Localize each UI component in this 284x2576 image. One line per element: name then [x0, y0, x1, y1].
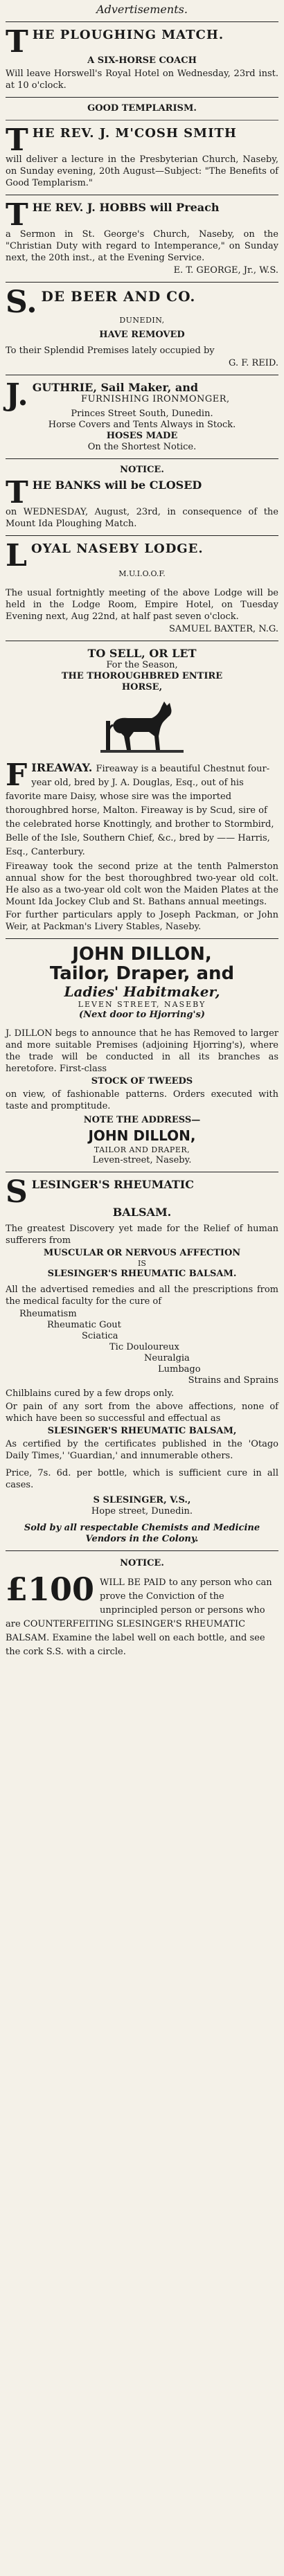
mcosh-title: HE REV. J. M'COSH SMITH	[32, 126, 237, 141]
slesinger-is: IS	[138, 1259, 146, 1268]
horse-text1: Fireaway is a beautiful Chestnut four-year old, bred by J. A. Douglas, Esq., out of his favorite mare Daisy, whose sire was the imported thoroughbred horse, Malton. Fireaway is by Scud, sire of the celebrated horse Knottingly, and brother to Stormbird, Belle of the Isle, Southern Chief, &c., bred by —— Harris, Esq., Canterbury.	[6, 764, 274, 857]
guthrie-line2: FURNISHING IRONMONGER,	[81, 394, 230, 404]
drop-cap: J.	[6, 377, 28, 413]
guthrie-title: GUTHRIE, Sail Maker, and	[32, 381, 199, 394]
slesinger-balsam: SLESINGER'S RHEUMATIC BALSAM.	[47, 1269, 237, 1279]
banks-text1: HE BANKS will be CLOSED	[32, 478, 202, 492]
ailment: Sciatica	[82, 1331, 118, 1341]
guthrie-ad	[6, 377, 278, 453]
dillon-name: JOHN DILLON,	[72, 944, 212, 965]
dillon-text2: on view, of fashionable patterns. Orders executed with taste and promptitude.	[6, 1089, 278, 1111]
drop-cap: T	[6, 197, 28, 233]
ploughing-title: HE PLOUGHING MATCH.	[32, 28, 224, 42]
drop-cap: S.	[6, 285, 37, 320]
ploughing-text: Will leave Horswell's Royal Hotel on Wednesday, 23rd inst. at 10 o'clock.	[6, 69, 278, 91]
horse-line4: HORSE,	[121, 682, 163, 692]
guthrie-line6: On the Shortest Notice.	[87, 442, 197, 452]
debeer-title: DE BEER AND CO.	[41, 288, 196, 305]
mcosh-text: will deliver a lecture in the Presbyterian Church, Naseby, on Sunday evening, 20th August—Subject: "The Benefits of Good Templarism."	[6, 154, 278, 188]
hobbs-sign: E. T. GEORGE, Jr., W.S.	[173, 265, 278, 276]
dillon-street: LEVEN STREET, NASEBY	[78, 1000, 206, 1009]
horse-line1: TO SELL, OR LET	[87, 647, 197, 660]
lodge-title: OYAL NASEBY LODGE.	[30, 542, 204, 556]
divider	[6, 535, 278, 536]
slesinger-title: LESINGER'S RHEUMATIC	[31, 1178, 195, 1191]
hobbs-ad	[6, 197, 278, 276]
banks-notice	[6, 465, 278, 530]
drop-cap: L	[6, 538, 27, 573]
guthrie-line5: HOSES MADE	[106, 431, 178, 441]
slesinger-text3: Chilblains cured by a few drops only.	[6, 1388, 175, 1399]
ailment: Tic Douloureux	[109, 1342, 179, 1352]
slesinger-maker: S SLESINGER, V.S.,	[93, 1495, 191, 1505]
ploughing-ad	[6, 24, 278, 91]
divider	[6, 458, 278, 459]
divider	[6, 21, 278, 22]
horse-line3: THE THOROUGHBRED ENTIRE	[61, 671, 223, 681]
slesinger-balsam2: SLESINGER'S RHEUMATIC BALSAM,	[47, 1426, 237, 1436]
notice-title: NOTICE.	[120, 1558, 164, 1568]
dillon-text1: J. DILLON begs to announce that he has Removed to larger and more suitable Premises (adjoining Hjorring's), where the trade will be conducted in all its branches as heretofore. First-class	[6, 1028, 278, 1074]
dillon-role: TAILOR AND DRAPER,	[94, 1145, 190, 1154]
horse-text2: Fireaway took the second prize at the tenth Palmerston annual show for the best thoroughbred two-year old colt. He also as a two-year old colt won the Maiden Plates at the Mount Ida Jockey Club and St. Bathans annual meetings.	[6, 861, 278, 907]
slesinger-sold: Sold by all respectable Chemists and Medicine Vendors in the Colony.	[24, 1523, 260, 1544]
ploughing-sub: A SIX-HORSE COACH	[87, 55, 197, 66]
dillon-note: NOTE THE ADDRESS—	[83, 1115, 201, 1125]
drop-cap: S	[6, 1174, 28, 1210]
horse-name: IREAWAY.	[31, 761, 93, 774]
reward-text: WILL BE PAID to any person who can prove the Conviction of the unprincipled person or persons who are COUNTERFEITING SLESINGER'S RHEUMATIC BALSAM. Examine the label well on each bottle, and see the cork S.S. with a circle.	[6, 1577, 272, 1657]
dillon-next: (Next door to Hjorring's)	[79, 1010, 205, 1020]
dillon-stock: STOCK OF TWEEDS	[91, 1076, 193, 1086]
slesinger-price: Price, 7s. 6d. per bottle, which is sufficient cure in all cases.	[6, 1468, 278, 1490]
horse-ad	[6, 647, 278, 933]
dillon-line2: Tailor, Draper, and	[49, 963, 235, 984]
horse-illustration	[100, 697, 184, 757]
mcosh-ad	[6, 123, 278, 189]
debeer-place: DUNEDIN,	[119, 316, 165, 325]
notice-title: NOTICE.	[120, 465, 164, 475]
ailment: Strains and Sprains	[188, 1375, 278, 1386]
slesinger-muscular: MUSCULAR OR NERVOUS AFFECTION	[43, 1248, 241, 1258]
divider	[6, 282, 278, 283]
reward-amount: £100	[6, 1571, 95, 1608]
ailment: Neuralgia	[144, 1353, 190, 1363]
templarism-heading: GOOD TEMPLARISM.	[87, 103, 197, 114]
dillon-addr: Leven-street, Naseby.	[92, 1155, 192, 1165]
drop-cap: F	[6, 758, 28, 793]
masthead: Advertisements.	[96, 3, 188, 16]
slesinger-title2: BALSAM.	[112, 1206, 172, 1219]
ailment: Rheumatism	[19, 1309, 77, 1319]
banks-text2: on WEDNESDAY, August, 23rd, in consequence of the Mount Ida Ploughing Match.	[6, 507, 278, 529]
lodge-sign: SAMUEL BAXTER, N.G.	[169, 624, 278, 634]
drop-cap: T	[6, 475, 28, 510]
horse-text3: For further particulars apply to Joseph Packman, or John Weir, at Packman's Livery Stables, Naseby.	[6, 910, 278, 932]
hobbs-text: a Sermon in St. George's Church, Naseby, on the "Christian Duty with regard to Intemperance," on Sunday next, the 20th inst., at the Evening Service.	[6, 229, 278, 263]
slesinger-makeraddr: Hope street, Dunedin.	[91, 1506, 193, 1517]
horse-line2: For the Season,	[106, 660, 178, 670]
reward-notice	[6, 1558, 278, 1658]
divider	[6, 938, 278, 939]
divider	[6, 1550, 278, 1551]
drop-cap: T	[6, 24, 28, 60]
lodge-ad	[6, 538, 278, 635]
slesinger-text2: All the advertised remedies and all the prescriptions from the medical faculty for the cure of	[6, 1285, 278, 1307]
dillon-line3: Ladies' Habitmaker,	[64, 983, 220, 1000]
debeer-ad	[6, 285, 278, 369]
debeer-text: To their Splendid Premises lately occupied by	[6, 346, 215, 356]
ailment: Rheumatic Gout	[47, 1320, 121, 1330]
debeer-removed: HAVE REMOVED	[99, 330, 185, 340]
slesinger-text5: As certified by the certificates published in the 'Otago Daily Times,' 'Guardian,' and innumerable others.	[6, 1439, 278, 1461]
ailment: Lumbago	[158, 1364, 201, 1375]
dillon-ad	[6, 945, 278, 1166]
lodge-sub: M.U.I.O.O.F.	[118, 569, 166, 578]
slesinger-text1: The greatest Discovery yet made for the Relief of human sufferers from	[6, 1224, 278, 1246]
guthrie-line4: Horse Covers and Tents Always in Stock.	[48, 420, 236, 430]
slesinger-ad	[6, 1174, 278, 1545]
guthrie-line3: Princes Street South, Dunedin.	[71, 409, 213, 419]
hobbs-title: HE REV. J. HOBBS will Preach	[32, 201, 220, 214]
dillon-name2: JOHN DILLON,	[88, 1127, 196, 1144]
slesinger-text4: Or pain of any sort from the above affections, none of which have been so successful and effectual as	[6, 1402, 278, 1424]
drop-cap: T	[6, 123, 28, 158]
debeer-sign: G. F. REID.	[229, 358, 278, 368]
divider	[6, 97, 278, 98]
lodge-text: The usual fortnightly meeting of the above Lodge will be held in the Lodge Room, Empire Hotel, on Tuesday Evening next, Aug 22nd, at half past seven o'clock.	[6, 588, 278, 622]
